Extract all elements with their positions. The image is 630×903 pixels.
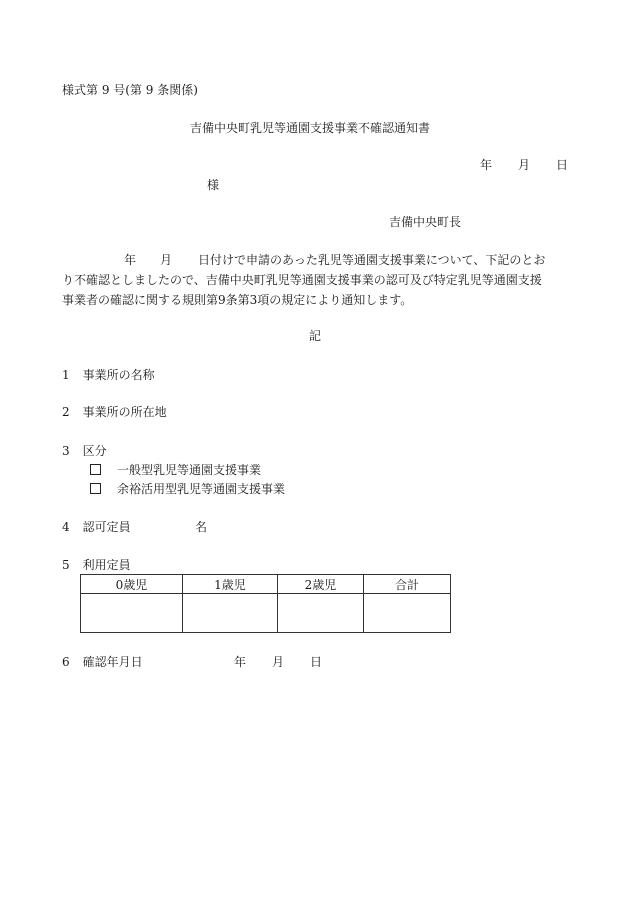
item-6-number: 6 xyxy=(62,655,70,669)
item-2-label: 事業所の所在地 xyxy=(82,405,167,419)
date-day: 日 xyxy=(556,158,569,172)
header-age-0: 0歳児 xyxy=(81,575,183,594)
item-4-label: 認可定員 xyxy=(82,520,131,534)
date-year: 年 xyxy=(480,158,493,172)
item-4-number: 4 xyxy=(62,520,70,534)
item-6 xyxy=(62,654,143,670)
confirm-year: 年 xyxy=(234,655,247,669)
checkbox-icon[interactable] xyxy=(90,464,101,475)
capacity-table-header xyxy=(81,575,451,594)
document-title: 吉備中央町乳児等通園支援事業不確認通知書 xyxy=(190,121,431,135)
cell-age-2[interactable] xyxy=(278,594,364,633)
category-option-general[interactable] xyxy=(90,462,261,478)
body-line-2: り不確認としましたので、吉備中央町乳児等通園支援事業の認可及び特定乳児等通園支援 xyxy=(62,273,542,287)
ki-heading: 記 xyxy=(309,329,322,343)
body-line-3: 事業者の確認に関する規則第9条第3項の規定により通知します。 xyxy=(62,293,413,307)
item-1 xyxy=(62,367,155,383)
form-number: 様式第 9 号(第 9 条関係) xyxy=(62,83,198,97)
sender-name: 吉備中央町長 xyxy=(389,215,462,229)
category-option-label: 余裕活用型乳児等通園支援事業 xyxy=(117,482,286,496)
item-2-number: 2 xyxy=(62,405,70,419)
capacity-unit: 名 xyxy=(195,520,208,534)
item-5-label: 利用定員 xyxy=(82,558,131,572)
addressee-honorific: 様 xyxy=(207,178,220,192)
item-1-number: 1 xyxy=(62,368,70,382)
header-total: 合計 xyxy=(364,575,451,594)
category-option-label: 一般型乳児等通園支援事業 xyxy=(117,463,262,477)
checkbox-icon[interactable] xyxy=(90,483,101,494)
item-1-label: 事業所の名称 xyxy=(82,368,155,382)
capacity-table xyxy=(80,574,451,633)
body-line-1 xyxy=(62,250,582,270)
cell-age-1[interactable] xyxy=(183,594,278,633)
item-4 xyxy=(62,519,131,535)
confirm-month: 月 xyxy=(272,655,285,669)
header-age-2: 2歳児 xyxy=(278,575,364,594)
confirm-day: 日 xyxy=(310,655,323,669)
body-year: 年 xyxy=(124,253,137,267)
item-2 xyxy=(62,404,167,420)
item-5-number: 5 xyxy=(62,558,70,572)
capacity-table-row xyxy=(81,594,451,633)
category-option-surplus[interactable] xyxy=(90,481,285,497)
cell-age-0[interactable] xyxy=(81,594,183,633)
cell-total[interactable] xyxy=(364,594,451,633)
item-3 xyxy=(62,443,107,459)
body-month: 月 xyxy=(160,253,173,267)
item-5 xyxy=(62,557,131,573)
item-3-number: 3 xyxy=(62,444,70,458)
date-month: 月 xyxy=(518,158,531,172)
header-age-1: 1歳児 xyxy=(183,575,278,594)
notice-body xyxy=(62,250,582,310)
item-3-label: 区分 xyxy=(82,444,107,458)
body-line-1-text: 日付けで申請のあった乳児等通園支援事業について、下記のとお xyxy=(198,253,546,267)
item-6-label: 確認年月日 xyxy=(82,655,143,669)
